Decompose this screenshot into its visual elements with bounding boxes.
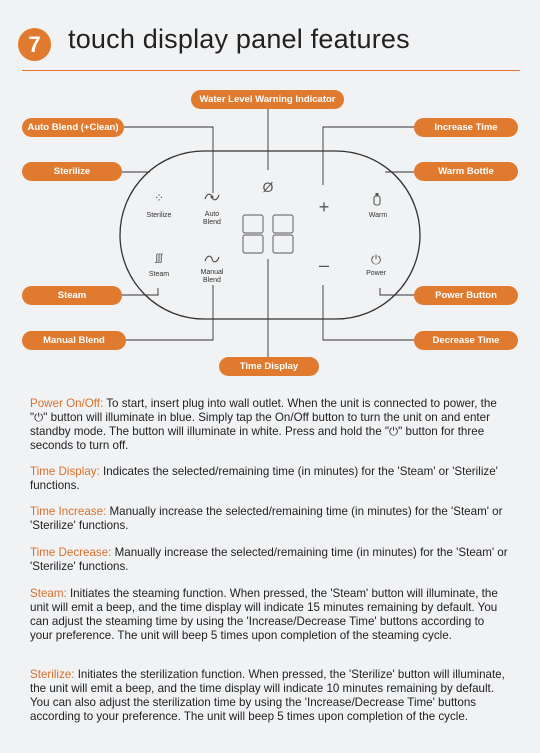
callout-auto-blend: Auto Blend (+Clean) [22,118,124,137]
description-power: Power On/Off: To start, insert plug into wall outlet. When the unit is connected to power, the "⏻" button will illuminate in blue. Simply tap the On/Off button to turn the unit on and enter standby mode. The button will illuminate in white. Press and hold the "⏻" button for three seconds to turn off. [30,397,497,452]
seven-segment-display [241,213,297,257]
header-divider [22,70,520,71]
sterilize-icon[interactable]: ⁘ [153,191,165,205]
callout-sterilize: Sterilize [22,162,122,181]
sterilize-label: Sterilize [146,212,172,219]
control-panel-diagram [0,85,540,380]
step-number-badge: 7 [18,28,51,61]
callout-power-button: Power Button [414,286,518,305]
decrease-time-button[interactable]: – [318,255,329,275]
callout-manual-blend: Manual Blend [22,331,126,350]
description-time-increase: Time Increase: Manually increase the selected/remaining time (in minutes) for the 'Steam' or 'Sterilize' functions. [30,505,503,532]
steam-icon[interactable]: ʃʃʃ [155,253,163,264]
steam-label: Steam [148,271,170,278]
section-header [18,24,518,72]
callout-warm-bottle: Warm Bottle [414,162,518,181]
auto-blend-label: Auto Blend [203,211,221,226]
power-label: Power [366,270,386,277]
manual-blend-label: Manual Blend [200,269,224,284]
callout-time-display: Time Display [219,357,319,376]
manual-blend-icon[interactable] [202,253,222,268]
description-time-display: Time Display: Indicates the selected/remaining time (in minutes) for the 'Steam' or 'Sterilize' functions. [30,465,498,492]
description-time-decrease: Time Decrease: Manually increase the selected/remaining time (in minutes) for the 'Steam' or 'Sterilize' functions. [30,546,508,573]
power-icon[interactable]: ⏻ [370,252,382,267]
callout-increase-time: Increase Time [414,118,518,137]
callout-water-level: Water Level Warning Indicator [191,90,344,109]
description-steam: Steam: Initiates the steaming function. When pressed, the 'Steam' button will illuminate, the unit will emit a beep, and the time display will indicate 15 minutes remaining by default. You can adjust the steaming time by using the 'Increase/Decrease Time' buttons according to your preference. The unit will beep 5 times upon completion of the steaming cycle. [30,587,498,642]
section-title: touch display panel features [68,24,410,54]
water-level-icon: Ø [262,179,274,195]
time-display-digits [241,213,297,257]
warm-label: Warm [368,212,388,219]
warm-bottle-icon[interactable] [370,192,384,209]
increase-time-button[interactable]: + [318,197,330,217]
description-sterilize: Sterilize: Initiates the sterilization function. When pressed, the 'Sterilize' button will illuminate, the unit will emit a beep, and the time display will indicate 10 minutes remaining by default. You can also adjust the sterilization time by using the 'Increase/Decrease Time' buttons according to your preference. The unit will beep 5 times upon completion of the cycle. [30,668,505,723]
callout-decrease-time: Decrease Time [414,331,518,350]
callout-steam: Steam [22,286,122,305]
auto-blend-icon[interactable] [202,191,222,206]
